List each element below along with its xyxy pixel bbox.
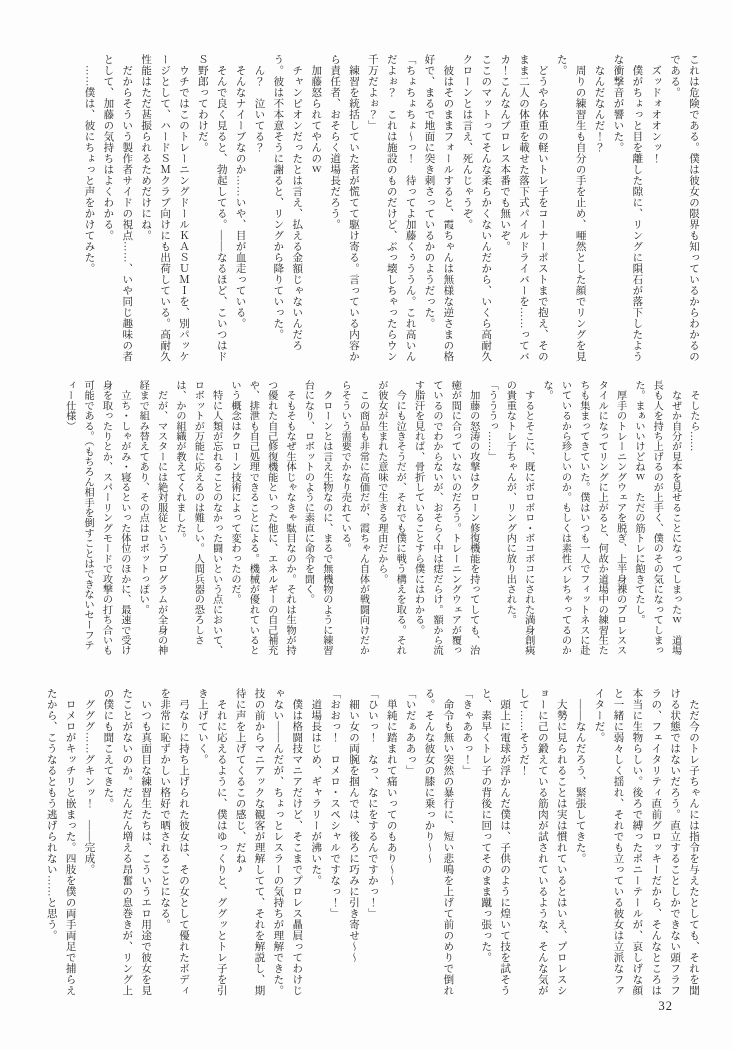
novel-paragraph: だからそういう製作者サイドの視点……、いや同じ趣味の者として、加藤の気持ちはよくわかる。 — [102, 54, 133, 362]
novel-paragraph: 特に人類が忘れることのなかった闘いという点において、ロボットが万能に応えるのは難しい。人間兵器の恐ろしさは、かの組織が教えてくれました。 — [173, 380, 222, 656]
novel-paragraph: チャンピオンだったとは言え、払える金額じゃないんだろう。彼は不本意そうに謝ると、リングから降りていった。 — [272, 54, 303, 351]
novel-paragraph: そしたら…… — [688, 380, 699, 452]
novel-paragraph: 立ち・しゃがみ・寝るといった体位のほかに、最速で受け身を取ったりとか、スパーリングモードで攻撃の打ち合いも可能である。（もちろん相手を倒すことはできないセーフティー仕様） — [63, 380, 130, 656]
novel-paragraph: ん？ 泣いてる？ — [253, 54, 265, 153]
novel-paragraph: 頭上に電球が浮かんだ僕は、子供のように煌いて技を試そうと、素早くトレ子の背後に回ってそのまま蹴っ張った。 — [480, 688, 511, 996]
novel-paragraph: 「ちょちょちょ～っ！ 待ってよ加藤くぅううん。これ高いんだよぉ？ これは施設のものだけど、ぶっ壊しちゃったらウン千万だよぉ？」 — [366, 54, 416, 362]
novel-paragraph: そんなナイーブなのか……いや、目が血走っている。 — [234, 54, 246, 329]
novel-paragraph: グググ……グキンッ！ ――完成。 — [83, 688, 95, 875]
novel-paragraph: 練習を統括していた者が慌てて駆け寄る。言っている内容から責任者、おそらく道場長だろう。 — [329, 54, 359, 362]
novel-paragraph: ここのマットってそんな柔らかくないんだから、いくら高耐久クローンとは言え、死んじゃうぞ。 — [461, 54, 492, 362]
novel-paragraph: いつも真面目な練習生たちは、こういうエロ用途で彼女を見たことがないのか。だんだん増える昂奮の息巻きが、リング上の僕にも聞こえてきた。 — [102, 688, 152, 996]
novel-paragraph: 道場長はじめ、ギャラリーが沸いた。 — [310, 688, 322, 886]
novel-paragraph: 大勢に見られることは実は慣れているとはいえ、プロレスショーに己の鍛えている筋肉が試されているような、そんな気がして……そうだ！ — [517, 688, 567, 996]
novel-paragraph: ……僕は、彼にちょっと声をかけてみた。 — [83, 54, 95, 274]
novel-paragraph: 「きゃああっ！」 — [461, 688, 473, 776]
novel-paragraph: 厚手のトレーニングウェアを脱ぎ、上半身裸のプロレススタイルになってリングに上がると、何故か道場中の練習生たちも集まってきていた。僕はいつも一人でフィットネスに赴いているから珍しいのか。もしくは素性バレちゃってるのかな。 — [541, 380, 626, 656]
novel-paragraph: 弓なりに持ち上げられた彼女は、その女として優れたボディを非常に恥ずかしい格好で晒されることになる。 — [159, 688, 189, 996]
novel-paragraph: この商品も非常に高価だが、霞ちゃん自体が戦闘向けだからそういう需要でかなり売れている。 — [339, 380, 369, 656]
novel-paragraph: それに応えるように、僕はゆっくりと、ググッとトレ子を引き上げていく。 — [196, 688, 227, 996]
novel-paragraph: なんだなんだ！？ — [593, 54, 605, 153]
novel-paragraph: 周りの練習生も自分の手を止め、唖然とした顔でリングを見た。 — [555, 54, 586, 362]
novel-paragraph: ズッドォオオンッ！ — [650, 54, 662, 164]
novel-paragraph: これは危険である。僕は彼女の限界も知っているからわかるのである。 — [669, 54, 699, 362]
novel-paragraph: 単純に踏まれて痛いってのもあり～～ — [385, 688, 397, 886]
novel-paragraph: 細い女の両腕を掴んでは、後ろに巧みに引き寄せ～～ — [347, 688, 359, 963]
text-section-top — [79, 54, 702, 364]
novel-paragraph: 「おおっ！ ロメロ・スペシャルですなっ！」 — [329, 688, 341, 919]
page-number: 32 — [658, 999, 673, 1013]
text-section-middle — [59, 380, 702, 660]
novel-paragraph: ――なんだろう、緊張してきた。 — [574, 688, 586, 864]
novel-paragraph: クローンとは言え生物なのに、まるで無機物のように練習台になり、ロボットのように素直に命令を聞く。 — [302, 380, 332, 656]
novel-paragraph: 僕がちょっと目を離した隙に、リングに隕石が落下したような衝撃音が響いた。 — [612, 54, 643, 362]
novel-paragraph: ウチではこのトレーニングドールＫＡＳＵＭＩを、別パッケージとして、ハードＳＭクラブ向けにも出荷している。高耐久性能はただ甚振られるためだけにね。 — [140, 54, 189, 362]
novel-paragraph: なぜか自分が見本を見せることになってしまったｗ 道場長も人を持ち上げるのが上手く、僕のその気になってしまった。まぁいいけどねｗ ただの筋トレに飽きてたし。 — [632, 380, 681, 656]
novel-paragraph: 加藤怒られてやんのｗ — [310, 54, 322, 175]
novel-paragraph: 今にも泣きそうだが、それでも僕に戦う構えを取る。それが彼女が生まれた意味で生きる理由だから。 — [375, 380, 406, 656]
novel-paragraph: 命令も無い突然の暴行に、短い悲鳴を上げて前のめりで倒れる。そんな彼女の膝に乗っかり～～ — [423, 688, 454, 996]
novel-paragraph: 彼はそのままフォールすると、霞ちゃんは無様な逆さまの格好で、まるで地面に突き刺さっているかのようだった。 — [423, 54, 454, 362]
novel-paragraph: 「うううっ……」 — [486, 380, 498, 462]
novel-paragraph: 「ひいっ！ なっ、なにをするんですかっ！」 — [366, 688, 378, 919]
novel-paragraph: 加藤の怒涛の攻撃はクローン修復機能を持ってしても、治癒が間に合っていないのだろう。トレーニングウェアが覆っているのでわからないが、おそらく中は痣だらけ。額から流す脂汗を見れば、骨折していることすら僕にはわかる。 — [412, 380, 479, 656]
novel-paragraph: どうやら体重の軽いトレ子をコーナーポストまで抱え、そのまま二人の体重を載せた落下式パイルドライバーを……ってバカ！こんなんプロレス本番でも無いぞ。 — [499, 54, 548, 362]
novel-paragraph: 僕は格闘技マニアだけど、そこまでプロレス贔屓ってわけじゃない――んだが、ちょっとレスラーの気持ちが理解できた。技の前からマニアックな観客が理解してて、それを解説し、期待に声を上げてくるこの感じ、だね♪ — [234, 688, 303, 996]
novel-paragraph: ロメロがキッチリと嵌まった。四肢を僕の両手両足で捕らえたから、こうなるともう逃げられない……と思う。 — [45, 688, 76, 996]
novel-paragraph: だが、マスターには絶対服従というプログラムが全身の神経まで組み替えてあり、その点はロボットっぽい。 — [137, 380, 167, 656]
novel-paragraph: するとそこに、既にボロボロ・ボコボコにされた満身創痍の貴重なトレ子ちゃんが、リング内に放り出された。 — [504, 380, 534, 656]
novel-paragraph: ただ今のトレ子ちゃんには指令を与えたとしても、それを聞ける状態ではないだろう。直立することしかできない頭フラフラの、フェイタリティ直前グロッキーだから、そんなところは本当に生物らしい。後ろで縛ったポニーテールが、哀しげな顔と一緒に弱々しく揺れ、それでも立っている彼女は立派なファイターだ。 — [593, 688, 699, 996]
novel-paragraph: そんで良く見ると、勃起してる。――なるほど、こいつはドＳ野郎ってわけだ。 — [196, 54, 227, 362]
novel-paragraph: 「いだぁああっ」 — [404, 688, 416, 776]
novel-paragraph: そもそもなぜ生体じゃなきゃ駄目なのか。それは生物が持つ優れた自己修復機能といった他に、エネルギーの自己補充や、排泄も自己処理できることによる。機械が優れているという概念はクローン技術によって変わったのだ。 — [229, 380, 296, 656]
text-section-bottom — [41, 688, 702, 1002]
